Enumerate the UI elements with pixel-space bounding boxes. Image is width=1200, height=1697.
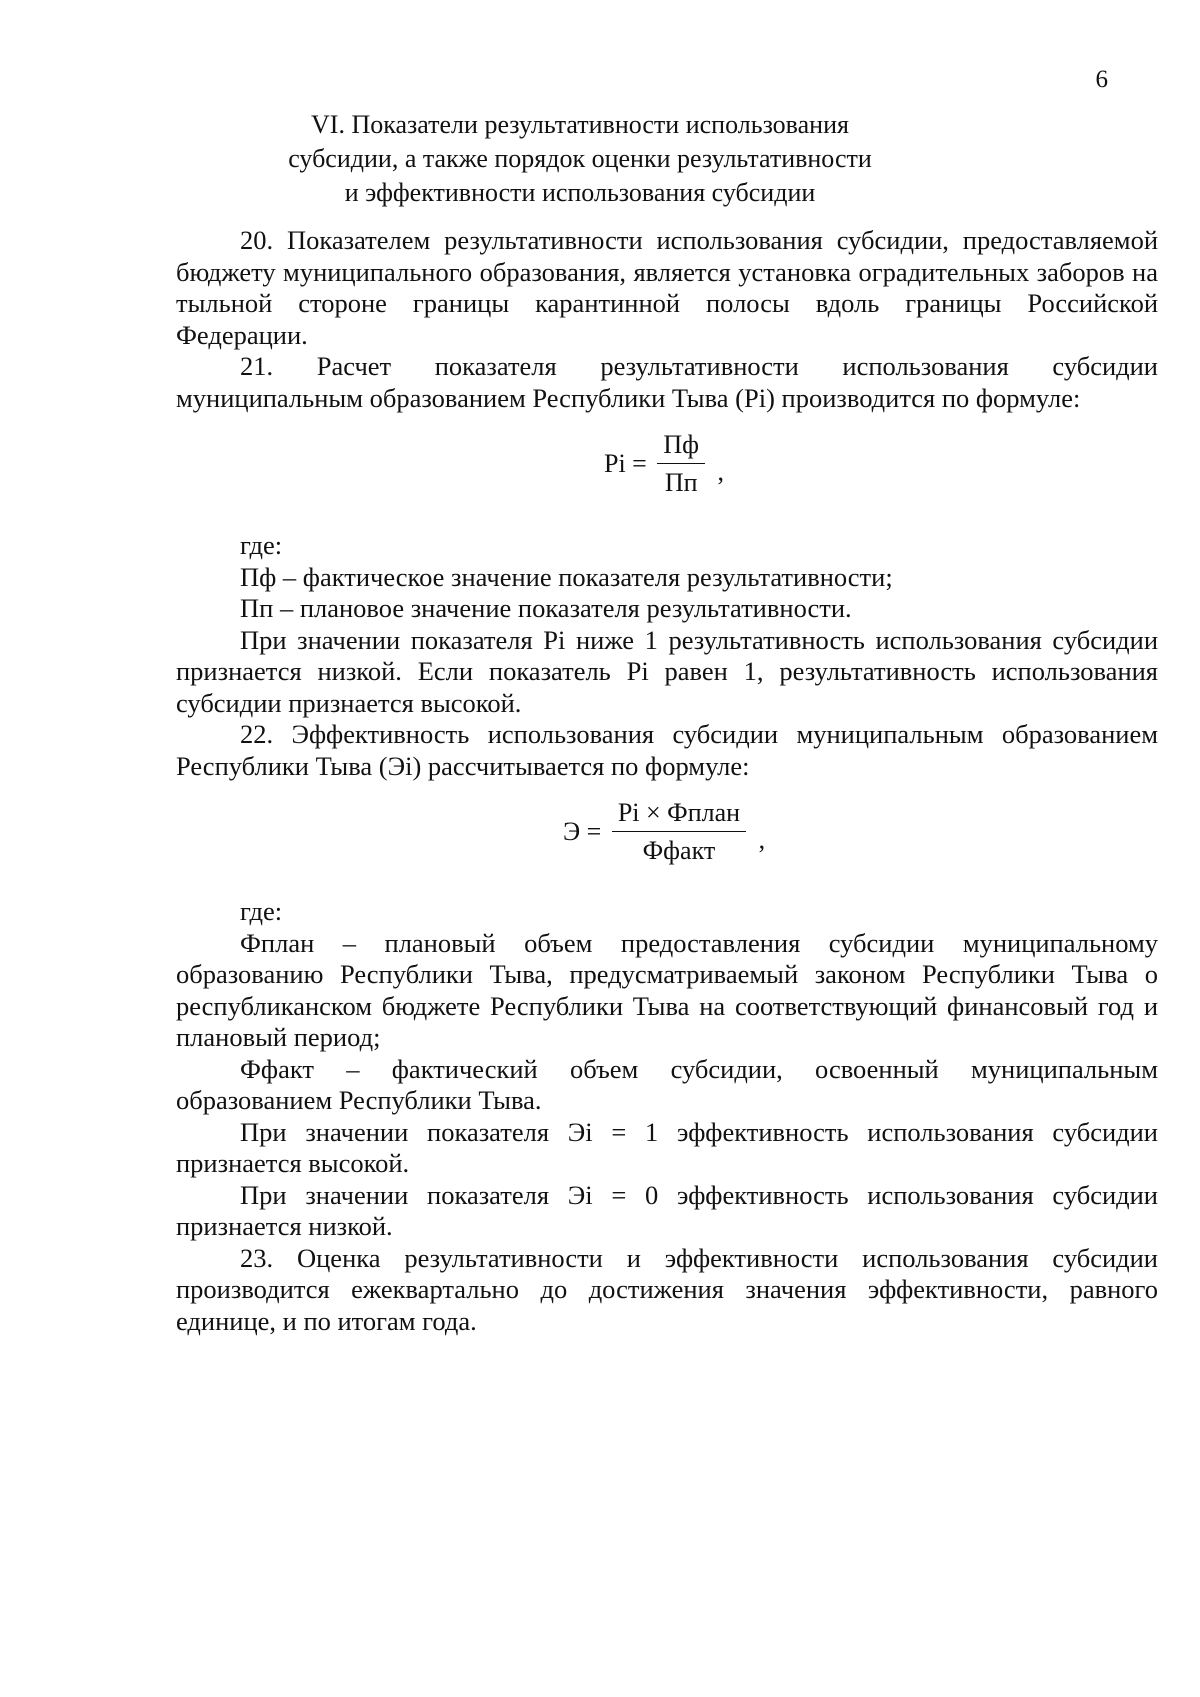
heading-line-3: и эффективности использования субсидии bbox=[344, 178, 816, 207]
paragraph-20: 20. Показателем результативности использования субсидии, предоставляемой бюджету муниципального образования, является установка оградительных заборов на тыльной стороне границы карантинной полосы вдоль границы Российской Федерации. bbox=[176, 225, 1158, 350]
heading-line-2: субсидии, а также порядок оценки результативности bbox=[288, 144, 872, 173]
where-label-1: где: bbox=[240, 530, 283, 560]
formula-ei-denominator: Ффакт bbox=[642, 836, 716, 865]
where-label-2: где: bbox=[240, 896, 283, 926]
formula-ei-lhs: Э = bbox=[563, 817, 602, 846]
formula-ei-fraction bbox=[612, 798, 746, 866]
paragraph-21: 21. Расчет показателя результативности использования субсидии муниципальным образованием Республики Тыва (Pi) производится по формуле: bbox=[176, 351, 1158, 413]
definition-ffakt: Ффакт – фактический объем субсидии, освоенный муниципальным образованием Республики Тыва. bbox=[176, 1053, 1158, 1115]
heading-line-1: VI. Показатели результативности использования bbox=[311, 110, 849, 139]
formula-pi-numerator: Пф bbox=[657, 430, 705, 464]
definition-pp: Пп – плановое значение показателя результативности. bbox=[240, 593, 852, 623]
formula-pi bbox=[604, 430, 724, 498]
section-block-2 bbox=[176, 530, 1158, 782]
formula-pi-fraction bbox=[657, 430, 705, 498]
formula-ei-comma: , bbox=[758, 825, 766, 854]
section-block-1 bbox=[176, 225, 1158, 414]
section-block-3 bbox=[176, 896, 1158, 1337]
paragraph-23: 23. Оценка результативности и эффективности использования субсидии производится ежеквартально до достижения значения эффективности, равного единице, и по итогам года. bbox=[176, 1242, 1158, 1336]
formula-pi-comma: , bbox=[717, 457, 724, 486]
efficiency-low-rule: При значении показателя Эi = 0 эффективность использования субсидии признается низкой. bbox=[176, 1179, 1158, 1241]
definition-pf: Пф – фактическое значение показателя результативности; bbox=[240, 561, 893, 592]
section-heading bbox=[150, 108, 1010, 210]
formula-pi-denominator: Пп bbox=[664, 468, 698, 497]
formula-ei-numerator: Pi × Фплан bbox=[612, 798, 746, 832]
paragraph-21-continuation: При значении показателя Pi ниже 1 результативность использования субсидии признается низкой. Если показатель Pi равен 1, результативность использования субсидии признается высокой. bbox=[176, 624, 1158, 718]
paragraph-22: 22. Эффективность использования субсидии муниципальным образованием Республики Тыва (Эi) рассчитывается по формуле: bbox=[176, 719, 1158, 781]
formula-ei bbox=[563, 798, 765, 866]
formula-pi-lhs: Pi = bbox=[604, 449, 647, 478]
definition-fplan: Фплан – плановый объем предоставления субсидии муниципальному образованию Республики Тыва, предусматриваемый законом Республики Тыва о республиканском бюджете Республики Тыва на соответствующий финансовый год и плановый период; bbox=[176, 927, 1158, 1052]
efficiency-high-rule: При значении показателя Эi = 1 эффективность использования субсидии признается высокой. bbox=[176, 1116, 1158, 1178]
page-number: 6 bbox=[1095, 66, 1108, 93]
